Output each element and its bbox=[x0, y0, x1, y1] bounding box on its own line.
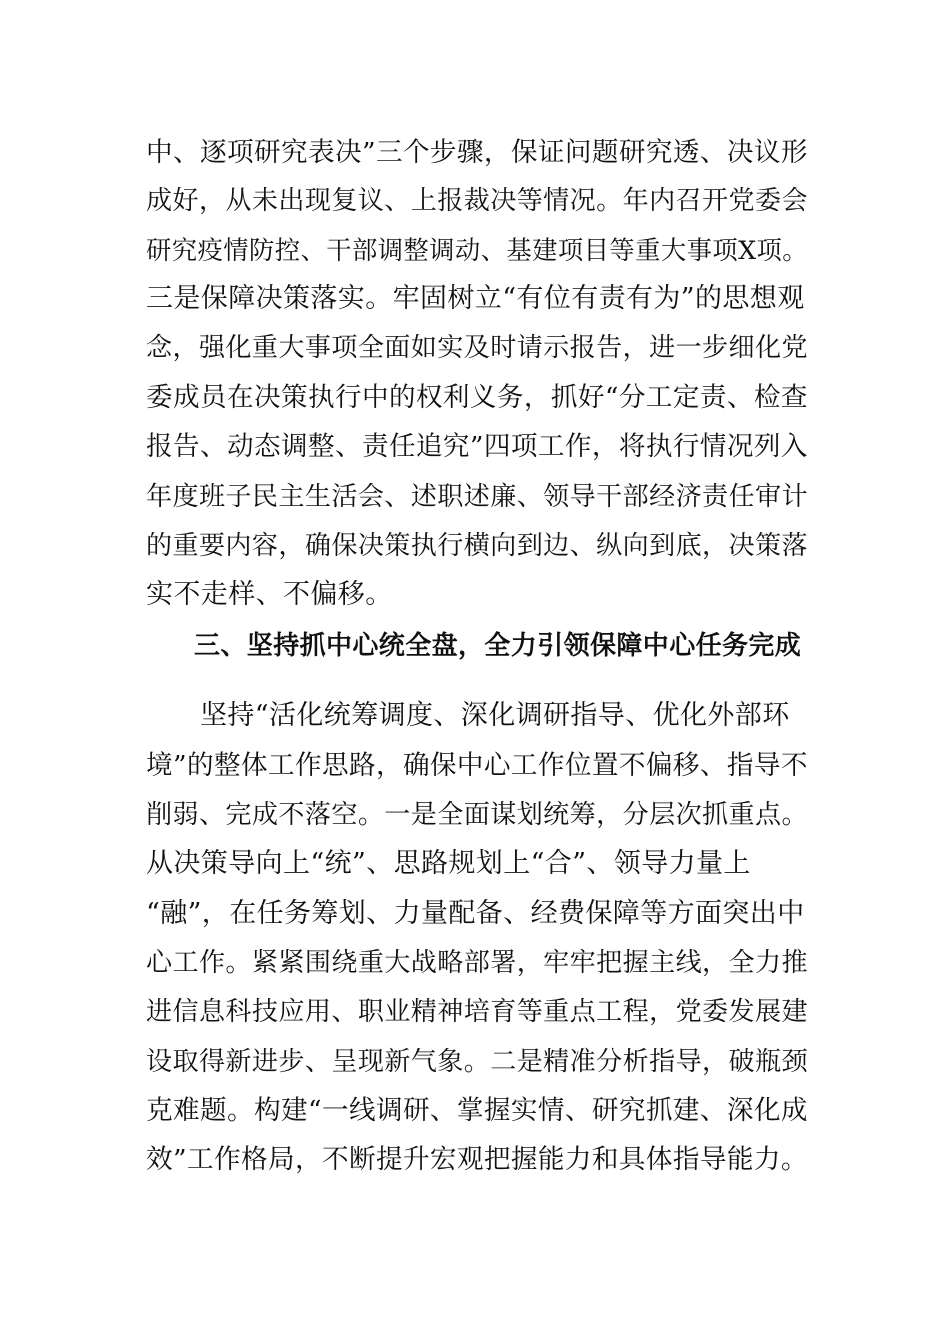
text-line: 设取得新进步、呈现新气象。二是精准分析指导，破瓶颈 bbox=[146, 1047, 808, 1077]
text-line: 削弱、完成不落空。一是全面谋划统筹，分层次抓重点。 bbox=[146, 800, 808, 830]
text-line: 效”工作格局，不断提升宏观把握能力和具体指导能力。 bbox=[146, 1144, 808, 1175]
text-line: 委成员在决策执行中的权利义务，抓好“分工定责、检查 bbox=[146, 382, 808, 413]
text-line: 报告、动态调整、责任追究”四项工作，将执行情况列入 bbox=[146, 431, 808, 462]
text-line: 克难题。构建“一线调研、掌握实情、研究抓建、深化成 bbox=[146, 1095, 808, 1126]
text-line: 念，强化重大事项全面如实及时请示报告，进一步细化党 bbox=[146, 333, 808, 363]
text-line: 坚持“活化统筹调度、深化调研指导、优化外部环 bbox=[200, 700, 790, 731]
text-line: 的重要内容，确保决策执行横向到边、纵向到底，决策落 bbox=[146, 531, 808, 561]
text-line: 从决策导向上“统”、思路规划上“合”、领导力量上 bbox=[146, 848, 751, 879]
text-line: 年度班子民主生活会、述职述廉、领导干部经济责任审计 bbox=[146, 482, 808, 512]
text-line: 成好，从未出现复议、上报裁决等情况。年内召开党委会 bbox=[146, 186, 808, 216]
text-line: 三是保障决策落实。牢固树立“有位有责有为”的思想观 bbox=[146, 283, 805, 314]
text-line: 研究疫情防控、干部调整调动、基建项目等重大事项X项。 bbox=[146, 235, 809, 265]
text-line: 进信息科技应用、职业精神培育等重点工程，党委发展建 bbox=[146, 997, 808, 1027]
section-heading: 三、坚持抓中心统全盘，全力引领保障中心任务完成 bbox=[194, 631, 802, 661]
text-line: 心工作。紧紧围绕重大战略部署，牢牢把握主线，全力推 bbox=[146, 948, 808, 978]
text-line: 实不走样、不偏移。 bbox=[146, 579, 393, 610]
text-line: 中、逐项研究表决”三个步骤，保证问题研究透、决议形 bbox=[146, 137, 808, 168]
text-line: “融”，在任务筹划、力量配备、经费保障等方面突出中 bbox=[146, 898, 805, 929]
text-line: 境”的整体工作思路，确保中心工作位置不偏移、指导不 bbox=[146, 750, 808, 781]
